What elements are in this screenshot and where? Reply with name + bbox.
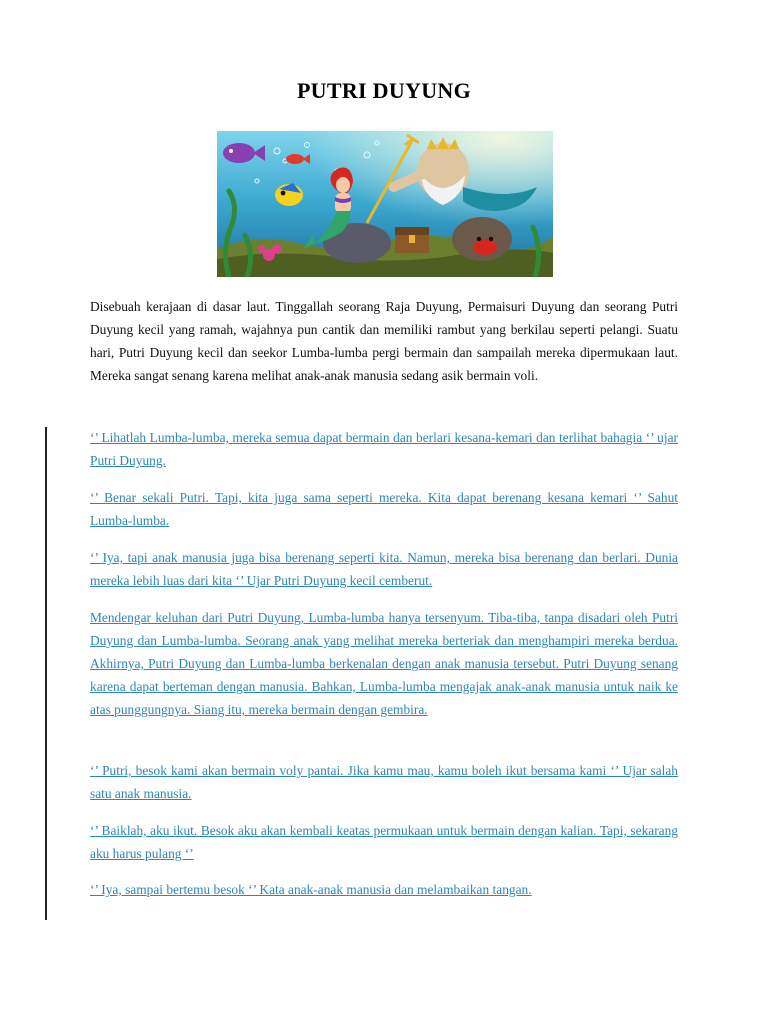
- dialogue-paragraph-4[interactable]: ‘’ Putri, besok kami akan bermain voly pantai. Jika kamu mau, kamu boleh ikut bersama kami ‘’ Ujar salah satu anak manusia.: [90, 763, 678, 801]
- page-title: PUTRI DUYUNG: [296, 78, 472, 103]
- dialogue-paragraph-3[interactable]: ‘’ Iya, tapi anak manusia juga bisa berenang seperti kita. Namun, mereka bisa berenang dan berlari. Dunia mereka lebih luas dari kita ‘’ Ujar Putri Duyung kecil cemberut.: [90, 550, 678, 588]
- narration-paragraph[interactable]: Mendengar keluhan dari Putri Duyung, Lumba-lumba hanya tersenyum. Tiba-tiba, tanpa disadari oleh Putri Duyung dan Lumba-lumba. Seorang anak yang melihat mereka berteriak dan menghampiri mereka berdua. Akhirnya, Putri Duyung dan Lumba-lumba berkenalan dengan anak manusia tersebut. Putri Duyung senang karena dapat berteman dengan manusia. Bahkan, Lumba-lumba mengajak anak-anak manusia untuk naik ke atas punggungnya. Siang itu, mereka bermain dengan gembira.: [90, 610, 678, 717]
- intro-paragraph: Disebuah kerajaan di dasar laut. Tinggallah seorang Raja Duyung, Permaisuri Duyung dan seorang Putri Duyung kecil yang ramah, wajahnya pun cantik dan memiliki rambut yang berkilau seperti pelangi. Suatu hari, Putri Duyung kecil dan seekor Lumba-lumba pergi bermain dan sampailah mereka dipermukaan laut. Mereka sangat senang karena melihat anak-anak manusia sedang asik bermain voli.: [90, 299, 678, 383]
- dialogue-paragraph-6[interactable]: ‘’ Iya, sampai bertemu besok ‘’ Kata anak-anak manusia dan melambaikan tangan.: [90, 882, 532, 897]
- dialogue-paragraph-5[interactable]: ‘’ Baiklah, aku ikut. Besok aku akan kembali keatas permukaan untuk bermain dengan kalian. Tapi, sekarang aku harus pulang ‘’: [90, 823, 678, 861]
- dialogue-paragraph-2[interactable]: ‘’ Benar sekali Putri. Tapi, kita juga sama seperti mereka. Kita dapat berenang kesana kemari ‘’ Sahut Lumba-lumba.: [90, 490, 678, 528]
- margin-bar: [45, 427, 47, 920]
- dialogue-paragraph-1[interactable]: ‘’ Lihatlah Lumba-lumba, mereka semua dapat bermain dan berlari kesana-kemari dan terlihat bahagia ‘’ ujar Putri Duyung.: [90, 430, 678, 468]
- mermaid-illustration: [217, 131, 553, 277]
